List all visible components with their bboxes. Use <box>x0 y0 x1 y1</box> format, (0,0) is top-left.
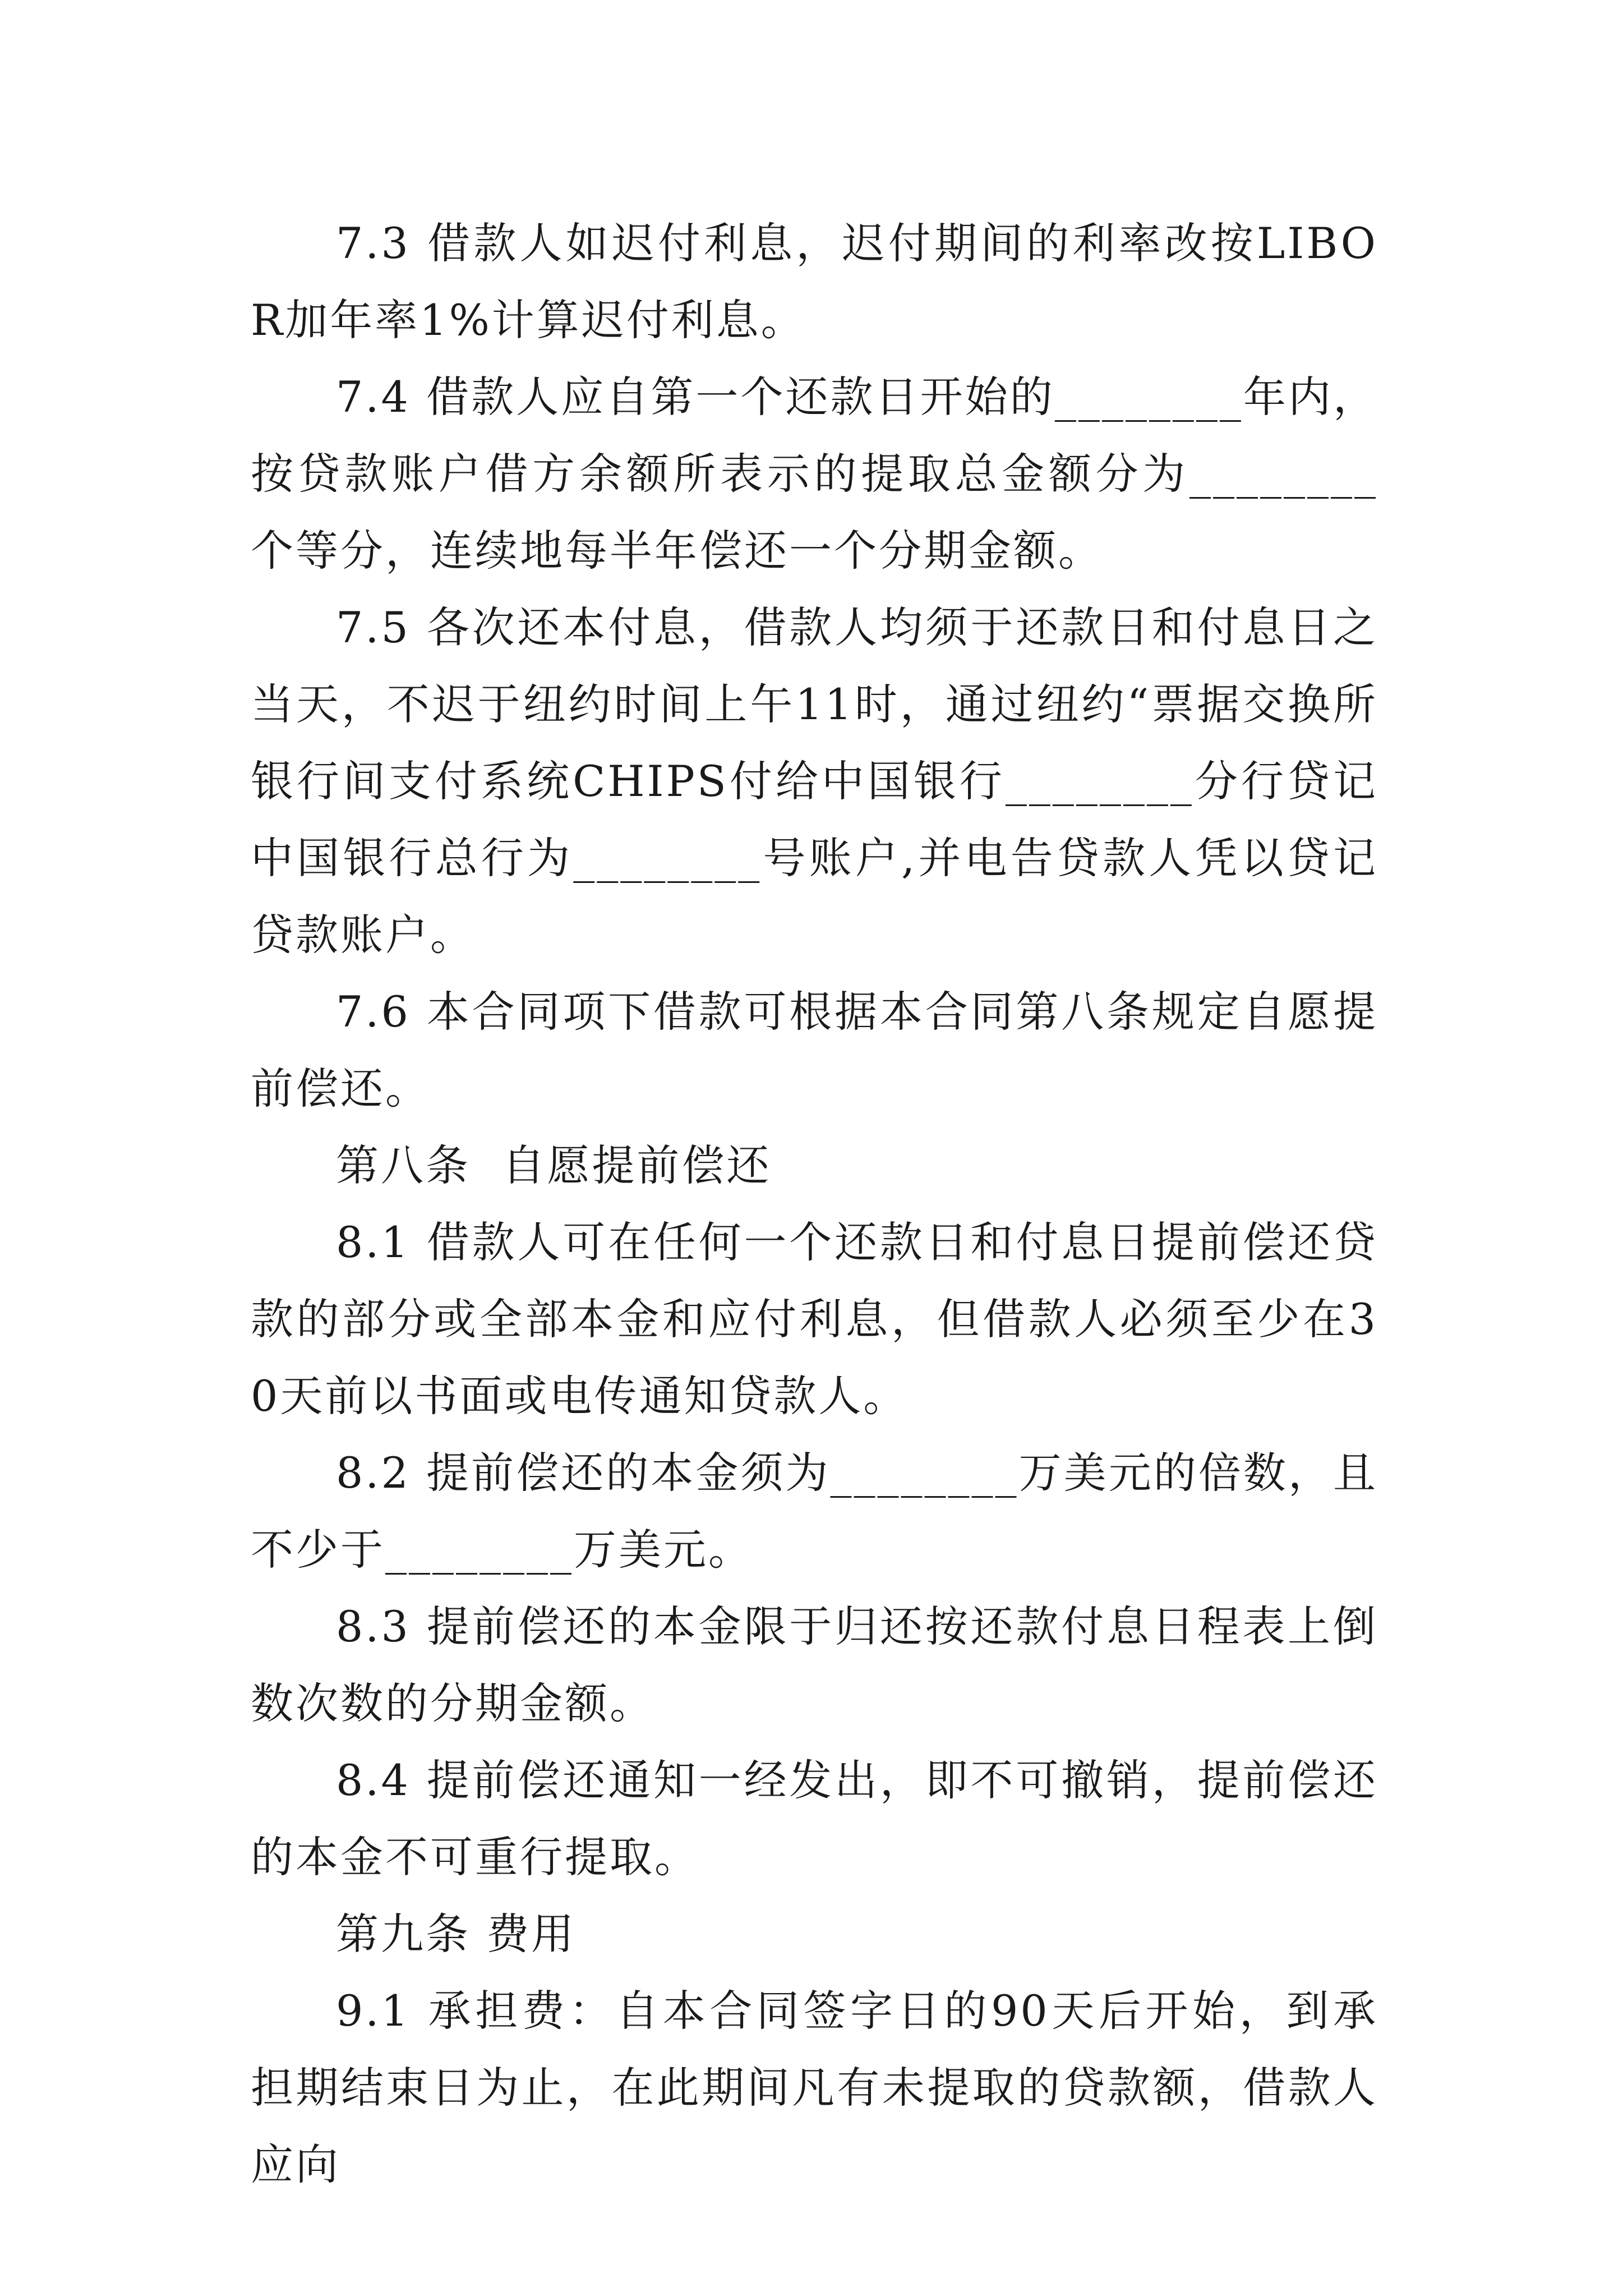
clause-7-3: 7.3 借款人如迟付利息，迟付期间的利率改按LIBOR加年率1%计算迟付利息。 <box>251 218 1378 345</box>
clause-8-4: 8.4 提前偿还通知一经发出，即不可撤销，提前偿还的本金不可重行提取。 <box>251 1755 1378 1882</box>
clause-8-1: 8.1 借款人可在任何一个还款日和付息日提前偿还贷款的部分或全部本金和应付利息，但借款人必须至少在30天前以书面或电传通知贷款人。 <box>251 1217 1378 1421</box>
clause-7-4: 7.4 借款人应自第一个还款日开始的________年内，按贷款账户借方余额所表示的提取总金额分为________个等分，连续地每半年偿还一个分期金额。 <box>251 372 1378 576</box>
article-8-heading: 第八条 自愿提前偿还 <box>336 1140 772 1190</box>
clause-7-6: 7.6 本合同项下借款可根据本合同第八条规定自愿提前偿还。 <box>251 987 1378 1114</box>
document-body <box>251 205 1378 2203</box>
clause-8-2: 8.2 提前偿还的本金须为________万美元的倍数，且不少于________万美元。 <box>251 1448 1378 1575</box>
article-9-heading: 第九条 费用 <box>336 1909 577 1959</box>
clause-7-5: 7.5 各次还本付息，借款人均须于还款日和付息日之当天，不迟于纽约时间上午11时，通过纽约“票据交换所银行间支付系统CHIPS付给中国银行________分行贷记中国银行总行为________号账户,并电告贷款人凭以贷记贷款账户。 <box>251 602 1378 960</box>
clause-9-1: 9.1 承担费：自本合同签字日的90天后开始，到承担期结束日为止，在此期间凡有未提取的贷款额，借款人应向 <box>251 1986 1378 2189</box>
clause-8-3: 8.3 提前偿还的本金限于归还按还款付息日程表上倒数次数的分期金额。 <box>251 1602 1378 1728</box>
